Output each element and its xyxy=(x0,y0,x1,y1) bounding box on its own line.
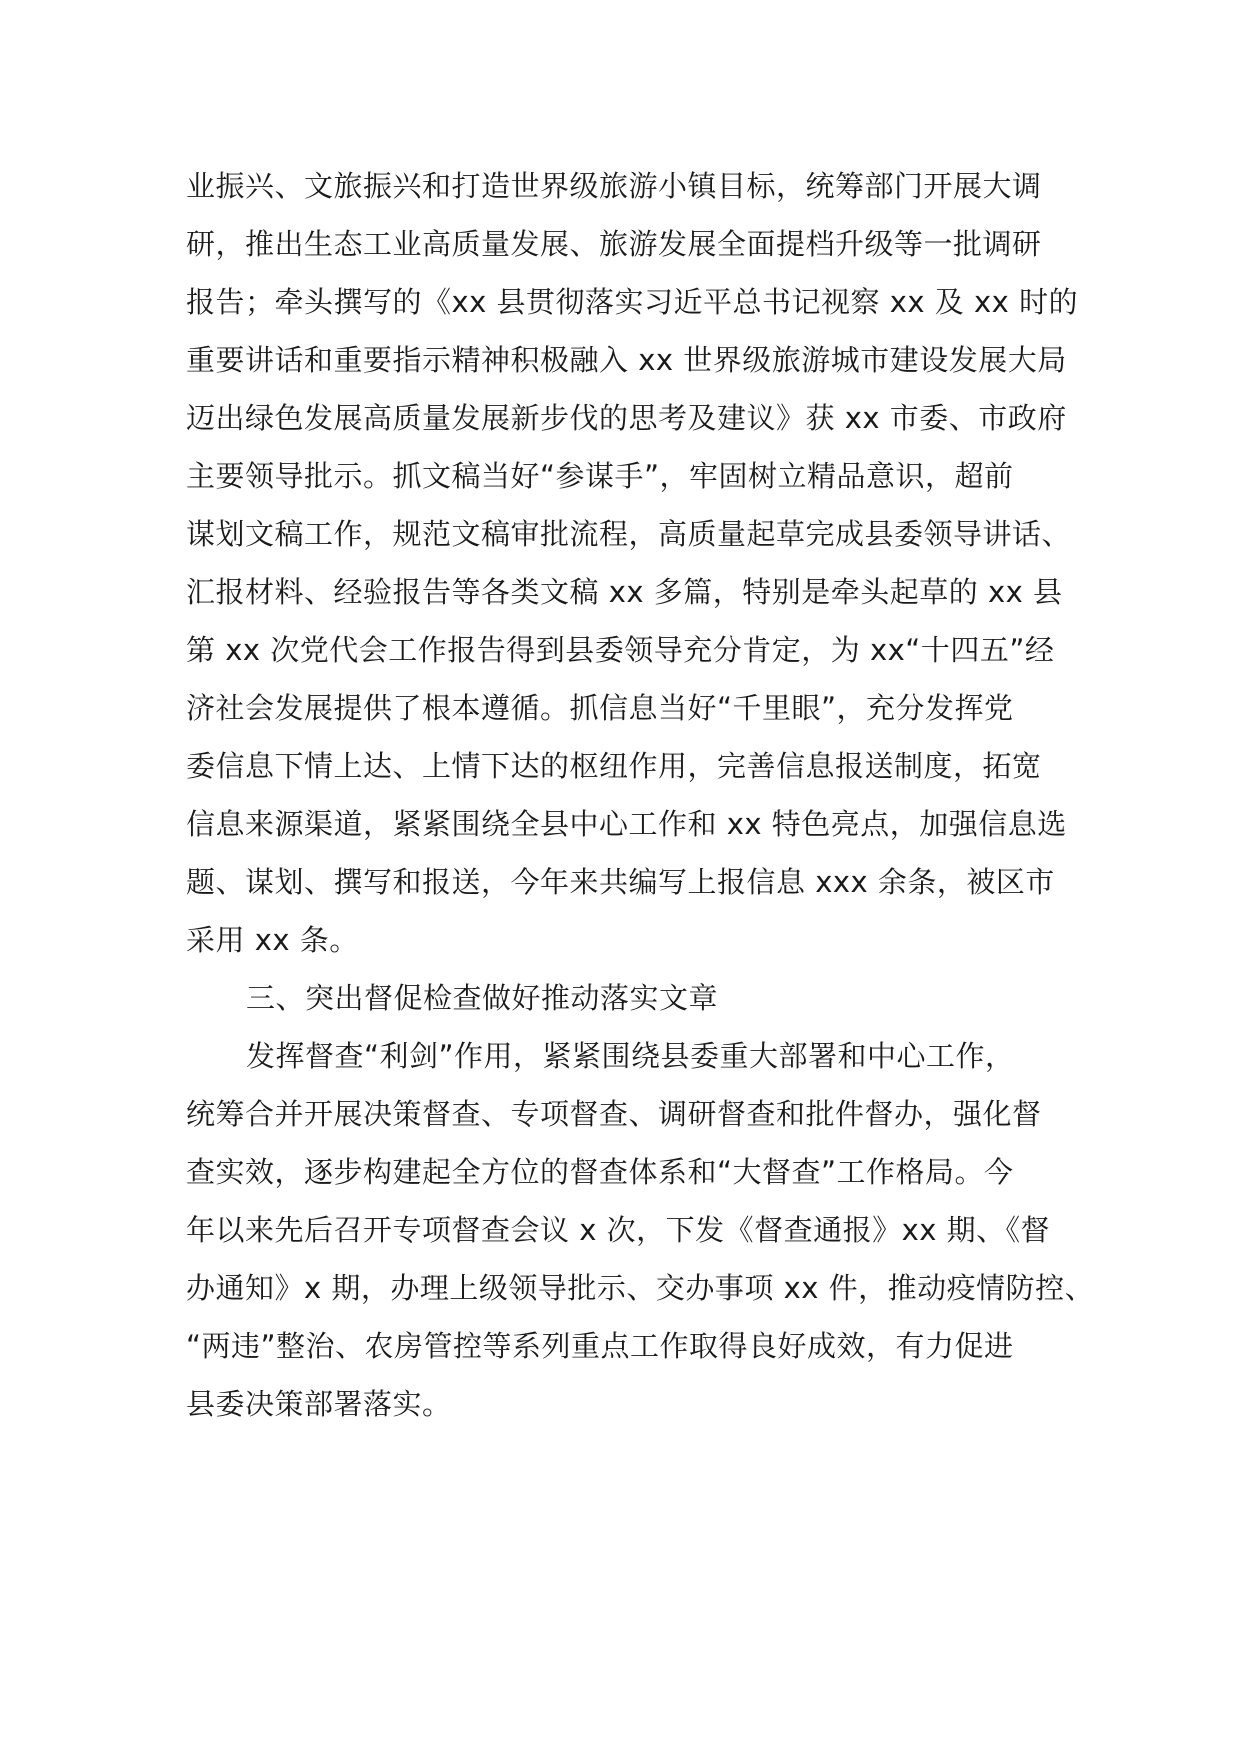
paragraph-line: 采用 xx 条。 xyxy=(186,923,359,957)
paragraph-line: 县委决策部署落实。 xyxy=(186,1387,452,1421)
paragraph-line: “两违”整治、农房管控等系列重点工作取得良好成效，有力促进 xyxy=(186,1329,1014,1363)
section-heading: 三、突出督促检查做好推动落实文章 xyxy=(246,981,719,1015)
paragraph-line: 第 xx 次党代会工作报告得到县委领导充分肯定，为 xx“十四五”经 xyxy=(186,633,1055,667)
paragraph-line: 报告；牵头撰写的《xx 县贯彻落实习近平总书记视察 xx 及 xx 时的 xyxy=(186,285,1079,319)
paragraph-line: 统筹合并开展决策督查、专项督查、调研督查和批件督办，强化督 xyxy=(186,1097,1042,1131)
paragraph-line: 迈出绿色发展高质量发展新步伐的思考及建议》获 xx 市委、市政府 xyxy=(186,401,1067,435)
paragraph-line: 济社会发展提供了根本遵循。抓信息当好“千里眼”，充分发挥党 xyxy=(186,691,1014,725)
paragraph-line: 委信息下情上达、上情下达的枢纽作用，完善信息报送制度，拓宽 xyxy=(186,749,1042,783)
paragraph-line: 业振兴、文旅振兴和打造世界级旅游小镇目标，统筹部门开展大调 xyxy=(186,169,1042,203)
paragraph-line: 信息来源渠道，紧紧围绕全县中心工作和 xx 特色亮点，加强信息选 xyxy=(186,807,1067,841)
paragraph-line: 汇报材料、经验报告等各类文稿 xx 多篇，特别是牵头起草的 xx 县 xyxy=(186,575,1063,609)
paragraph-line: 办通知》x 期，办理上级领导批示、交办事项 xx 件，推动疫情防控、 xyxy=(186,1271,1095,1305)
paragraph-line: 谋划文稿工作，规范文稿审批流程，高质量起草完成县委领导讲话、 xyxy=(186,517,1072,551)
paragraph-line: 研，推出生态工业高质量发展、旅游发展全面提档升级等一批调研 xyxy=(186,227,1042,261)
paragraph-line: 重要讲话和重要指示精神积极融入 xx 世界级旅游城市建设发展大局 xyxy=(186,343,1067,377)
paragraph-line: 发挥督查“利剑”作用，紧紧围绕县委重大部署和中心工作， xyxy=(246,1039,1015,1073)
paragraph-line: 查实效，逐步构建起全方位的督查体系和“大督查”工作格局。今 xyxy=(186,1155,1014,1189)
paragraph-line: 题、谋划、撰写和报送，今年来共编写上报信息 xxx 余条，被区市 xyxy=(186,865,1055,899)
paragraph-line: 年以来先后召开专项督查会议 x 次，下发《督查通报》xx 期、《督 xyxy=(186,1213,1051,1247)
paragraph-line: 主要领导批示。抓文稿当好“参谋手”，牢固树立精品意识，超前 xyxy=(186,459,1014,493)
